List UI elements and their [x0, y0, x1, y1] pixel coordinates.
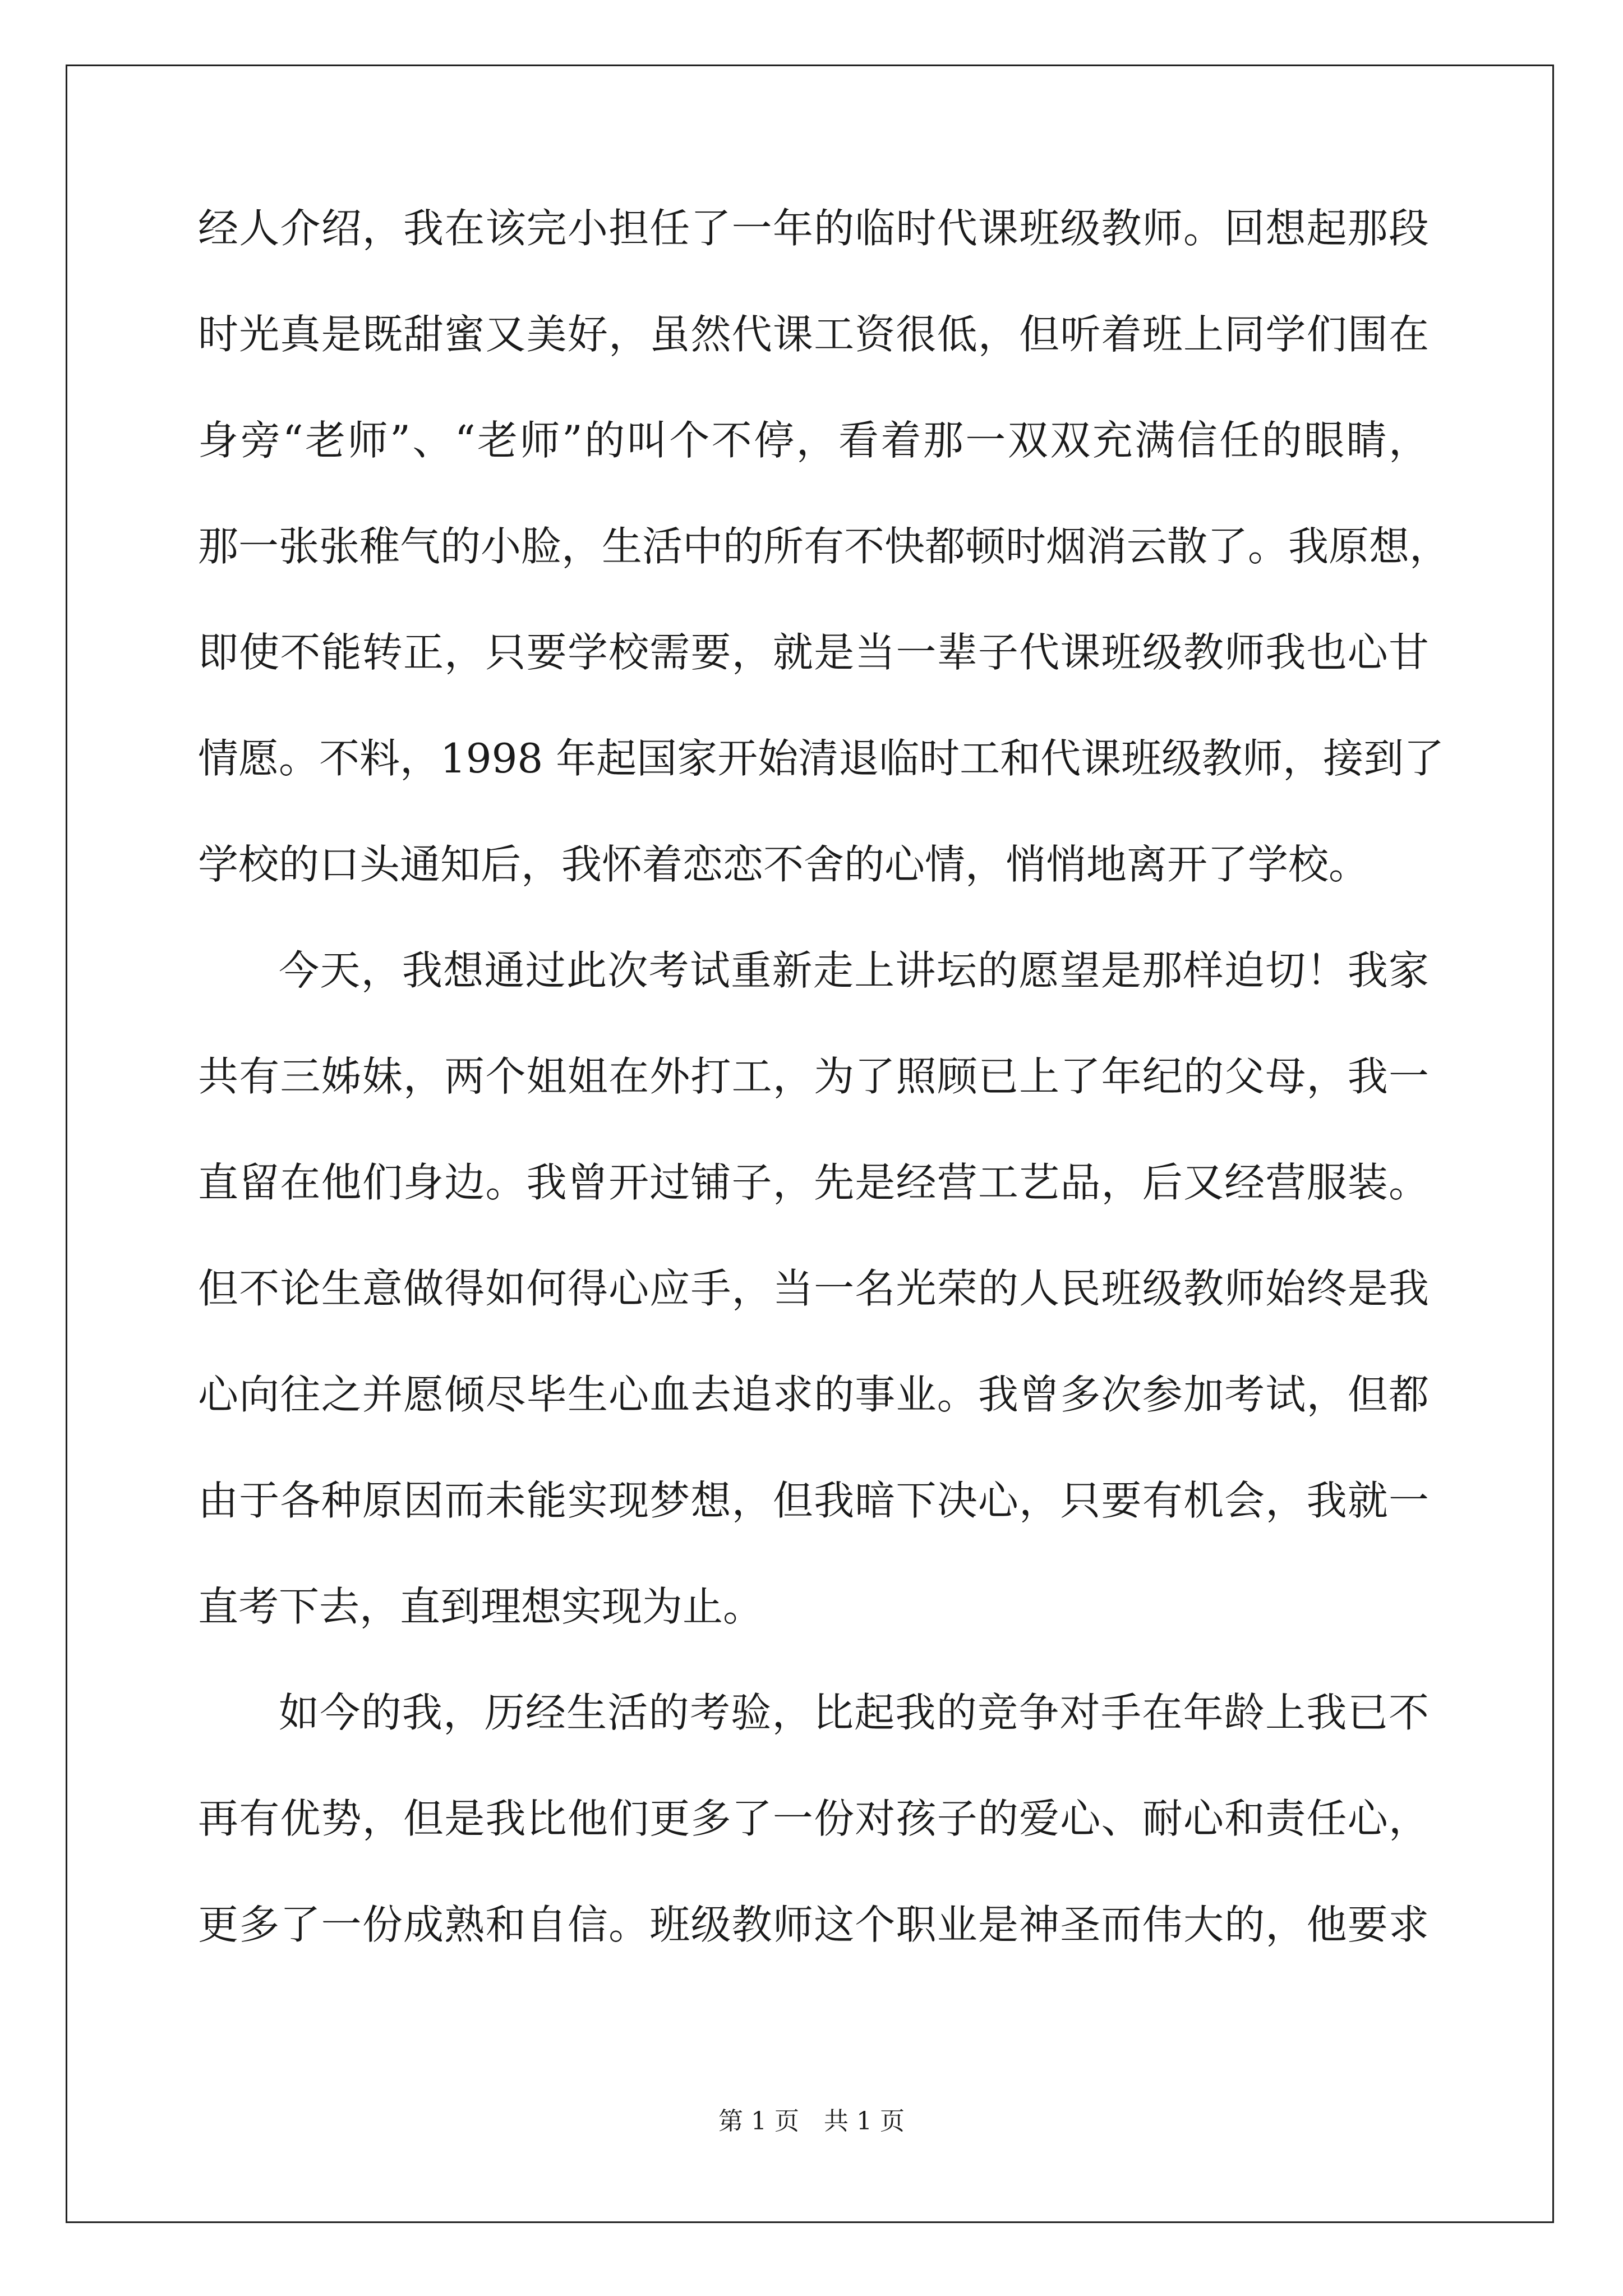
- text-line: 但不论生意做得如何得心应手，当一名光荣的人民班级教师始终是我: [198, 1265, 1429, 1312]
- text-line: 由于各种原因而未能实现梦想，但我暗下决心，只要有机会，我就一: [198, 1477, 1429, 1524]
- text-line: 学校的口头通知后，我怀着恋恋不舍的心情，悄悄地离开了学校。: [198, 841, 1370, 888]
- text-line: 共有三姊妹，两个姐姐在外打工，为了照顾已上了年纪的父母，我一: [198, 1053, 1429, 1100]
- text-line: 情愿。不料，1998 年起国家开始清退临时工和代课班级教师，接到了: [198, 735, 1445, 782]
- page-number-footer: 第 1 页 共 1 页: [718, 2107, 905, 2136]
- text-line: 再有优势，但是我比他们更多了一份对孩子的爱心、耐心和责任心，: [198, 1795, 1429, 1842]
- text-line: 心向往之并愿倾尽毕生心血去追求的事业。我曾多次参加考试，但都: [198, 1371, 1429, 1418]
- text-line: 那一张张稚气的小脸，生活中的所有不快都顿时烟消云散了。我原想，: [198, 523, 1450, 570]
- text-line: 经人介绍，我在该完小担任了一年的临时代课班级教师。回想起那段: [198, 205, 1429, 252]
- text-line: 如今的我，历经生活的考验，比起我的竞争对手在年龄上我已不: [279, 1689, 1429, 1736]
- document-body: [198, 202, 1450, 2004]
- text-line: 今天，我想通过此次考试重新走上讲坛的愿望是那样迫切！我家: [279, 947, 1429, 994]
- text-line: 直留在他们身边。我曾开过铺子，先是经营工艺品，后又经营服装。: [198, 1159, 1429, 1206]
- text-line: 即使不能转正，只要学校需要，就是当一辈子代课班级教师我也心甘: [198, 629, 1429, 676]
- text-line: 身旁“老师”、“老师”的叫个不停，看着那一双双充满信任的眼睛，: [198, 417, 1429, 464]
- text-line: 直考下去，直到理想实现为止。: [198, 1583, 764, 1630]
- text-line: 更多了一份成熟和自信。班级教师这个职业是神圣而伟大的，他要求: [198, 1901, 1429, 1948]
- text-line: 时光真是既甜蜜又美好，虽然代课工资很低，但听着班上同学们围在: [198, 311, 1429, 358]
